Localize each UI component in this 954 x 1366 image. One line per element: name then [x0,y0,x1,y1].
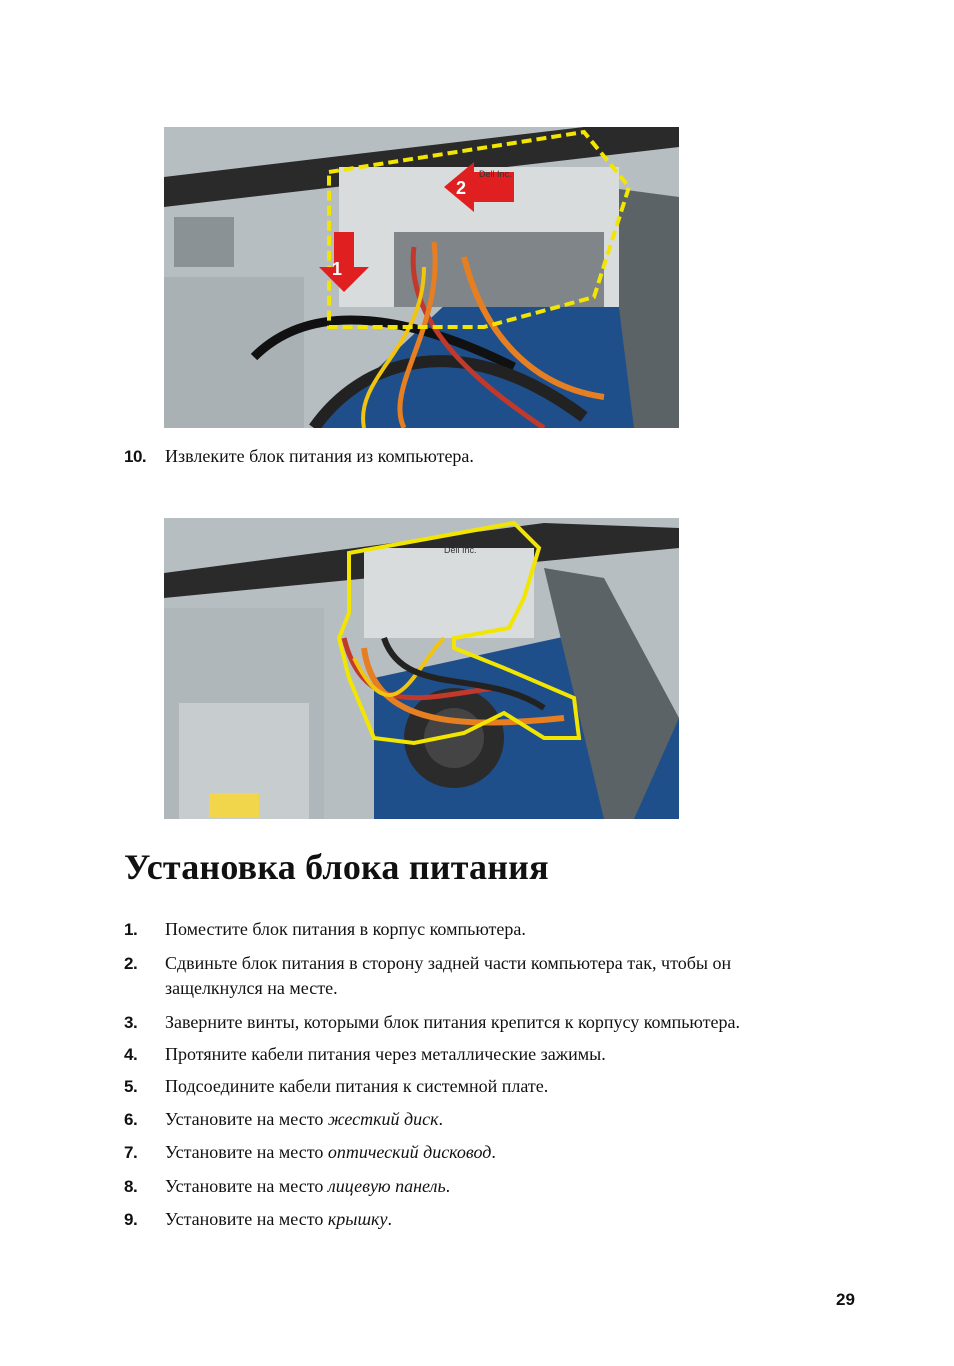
step-number: 2. [124,954,138,973]
step-text: Извлеките блок питания из компьютера. [165,446,474,466]
step-prefix: Установите на место [165,1209,328,1229]
step-number: 8. [124,1177,138,1196]
step-prefix: Установите на место [165,1109,328,1129]
front-bezel-link[interactable]: лицевую панель [327,1176,446,1196]
step-suffix: . [438,1109,444,1129]
psu-label: Dell Inc. [444,545,477,555]
step-text: Поместите блок питания в корпус компьютера. [165,919,526,939]
step-text [165,1174,855,1199]
figure-psu-removal-arrows [164,127,679,428]
arrow-label-1: 1 [332,259,343,279]
step-number: 9. [124,1210,138,1229]
cover-link[interactable]: крышку [327,1209,388,1229]
section-title: Установка блока питания [124,847,549,887]
step-text [165,1107,855,1132]
hard-drive-link[interactable]: жесткий диск [327,1109,439,1129]
arrow-label-2: 2 [456,178,467,198]
step-text-line2: защелкнулся на месте. [165,978,338,998]
step-number: 1. [124,920,138,939]
step-text [165,951,855,1001]
step-text: Протяните кабели питания через металлические зажимы. [165,1044,606,1064]
step-text-line1: Сдвиньте блок питания в сторону задней части компьютера так, чтобы он [165,953,732,973]
figure-psu-outlined [164,518,679,819]
step-number: 5. [124,1077,138,1096]
step-number: 10. [124,447,147,466]
step-text: Подсоедините кабели питания к системной плате. [165,1076,549,1096]
optical-drive-link[interactable]: оптический дисковод [327,1142,492,1162]
step-number: 3. [124,1013,138,1032]
step-text: Заверните винты, которыми блок питания крепится к корпусу компьютера. [165,1012,740,1032]
step-text [165,1140,855,1165]
step-suffix: . [491,1142,496,1162]
step-suffix: . [445,1176,451,1196]
psu-label: Dell Inc. [479,169,512,179]
step-number: 6. [124,1110,138,1129]
step-text [165,1207,855,1232]
step-prefix: Установите на место [165,1176,328,1196]
step-suffix: . [387,1209,392,1229]
step-number: 4. [124,1045,138,1064]
step-prefix: Установите на место [165,1142,328,1162]
page-number: 29 [836,1290,855,1309]
step-number: 7. [124,1143,138,1162]
